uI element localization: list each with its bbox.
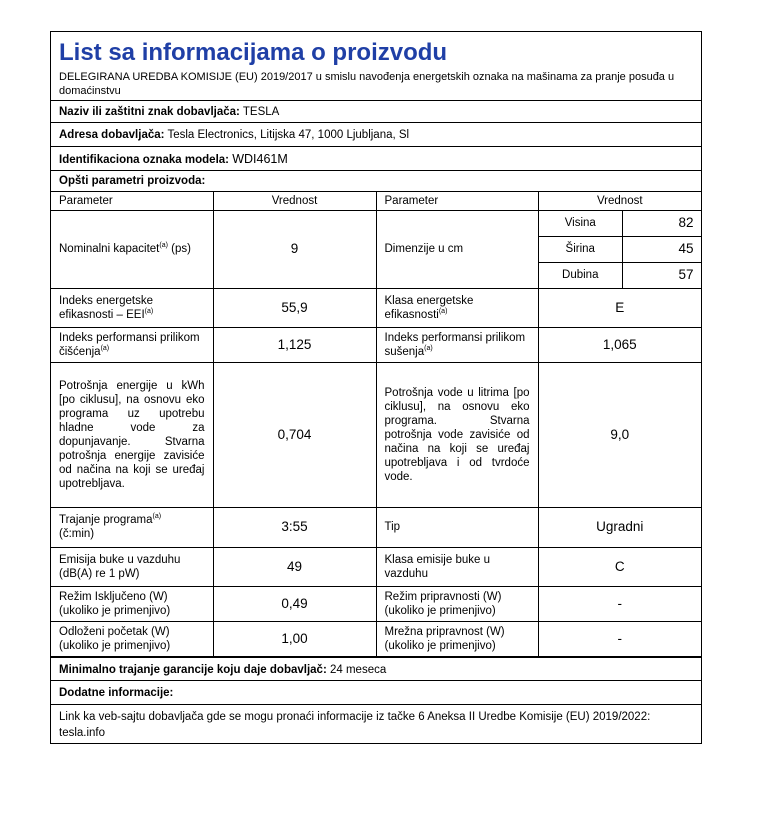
noise-emission-label: Emisija buke u vazduhu (dB(A) re 1 pW) bbox=[51, 547, 213, 586]
table-row bbox=[51, 547, 701, 586]
general-parameters-heading: Opšti parametri proizvoda: bbox=[59, 175, 206, 187]
drying-performance-label: Indeks performansi prilikom sušenja$^{(a)}$ bbox=[376, 327, 538, 362]
drying-performance-value: 1,065 bbox=[538, 327, 701, 362]
network-standby-value: - bbox=[538, 621, 701, 656]
height-value: 82 bbox=[623, 211, 702, 237]
parameters-header-row bbox=[51, 192, 701, 210]
supplier-name-value: TESLA bbox=[242, 106, 280, 118]
noise-class-label: Klasa emisije buke u vazduhu bbox=[376, 547, 538, 586]
table-row bbox=[51, 362, 701, 507]
energy-consumption-label: Potrošnja energije u kWh [po ciklusu], na osnovu eko programa uz upotrebu hladne vode za dopunjavanje. Stvarna potrošnja energije zavisiće od načina na koji se uređaj upotrebljava. bbox=[51, 362, 213, 507]
table-row bbox=[51, 586, 701, 621]
water-consumption-label: Potrošnja vode u litrima [po ciklusu], na osnovu eko programa. Stvarna potrošnja vode zavisiće od načina na koji se uređaj upotrebljava i od tvrdoće vode. bbox=[376, 362, 538, 507]
supplier-link-text: Link ka veb-sajtu dobavljača gde se mogu pronaći informacije iz tačke 6 Aneksa II Uredbe Komisije (EU) 2019/2022: bbox=[59, 710, 651, 723]
regulation-subtitle: DELEGIRANA UREDBA KOMISIJE (EU) 2019/2017 u smislu navođenja energetskih oznaka na mašinama za pranje posuđa u domaćinstvu bbox=[59, 71, 675, 97]
width-value: 45 bbox=[623, 236, 702, 262]
supplier-name-label: Naziv ili zaštitni znak dobavljača: bbox=[59, 106, 240, 118]
delay-start-value: 1,00 bbox=[213, 621, 376, 656]
capacity-value: 9 bbox=[213, 210, 376, 288]
supplier-address-label: Adresa dobavljača: bbox=[59, 129, 165, 141]
param-column-header: Parameter bbox=[376, 192, 538, 210]
noise-emission-value: 49 bbox=[213, 547, 376, 586]
warranty-label: Minimalno trajanje garancije koju daje dobavljač: bbox=[59, 663, 327, 676]
network-standby-label: Mrežna pripravnost (W) (ukoliko je primenjivo) bbox=[376, 621, 538, 656]
dimensions-label: Dimenzije u cm bbox=[376, 210, 538, 288]
standby-label: Režim pripravnosti (W) (ukoliko je primenjivo) bbox=[376, 586, 538, 621]
value-column-header: Vrednost bbox=[538, 192, 701, 210]
table-row bbox=[51, 288, 701, 327]
off-mode-value: 0,49 bbox=[213, 586, 376, 621]
model-id-label: Identifikaciona oznaka modela: bbox=[59, 154, 229, 166]
general-parameters-row bbox=[51, 171, 701, 192]
water-consumption-value: 9,0 bbox=[538, 362, 701, 507]
off-mode-label: Režim Isključeno (W) (ukoliko je primenjivo) bbox=[51, 586, 213, 621]
table-row bbox=[51, 621, 701, 656]
depth-value: 57 bbox=[623, 262, 702, 288]
sheet-title: List sa informacijama o proizvodu bbox=[59, 39, 448, 66]
parameters-table bbox=[51, 192, 701, 657]
energy-class-value: E bbox=[538, 288, 701, 327]
model-id-value: WDI461M bbox=[232, 152, 288, 166]
dimensions-cell bbox=[538, 210, 701, 288]
model-id-row bbox=[51, 147, 701, 171]
energy-consumption-value: 0,704 bbox=[213, 362, 376, 507]
table-row bbox=[539, 236, 702, 262]
product-information-sheet bbox=[50, 31, 702, 744]
value-column-header: Vrednost bbox=[213, 192, 376, 210]
table-row bbox=[51, 327, 701, 362]
eei-value: 55,9 bbox=[213, 288, 376, 327]
supplier-name-row bbox=[51, 101, 701, 123]
supplier-address-row bbox=[51, 123, 701, 147]
width-label: Širina bbox=[539, 236, 623, 262]
capacity-label: Nominalni kapacitet$^{(a)}$ (ps) bbox=[51, 210, 213, 288]
program-duration-value: 3:55 bbox=[213, 507, 376, 547]
standby-value: - bbox=[538, 586, 701, 621]
depth-label: Dubina bbox=[539, 262, 623, 288]
cleaning-performance-value: 1,125 bbox=[213, 327, 376, 362]
supplier-website-link[interactable]: tesla.info bbox=[59, 726, 106, 739]
warranty-row bbox=[51, 657, 701, 681]
table-row bbox=[539, 211, 702, 237]
type-label: Tip bbox=[376, 507, 538, 547]
supplier-address-value: Tesla Electronics, Litijska 47, 1000 Ljubljana, Sl bbox=[167, 129, 410, 141]
noise-class-value: C bbox=[538, 547, 701, 586]
table-row bbox=[51, 210, 701, 288]
table-row bbox=[539, 262, 702, 288]
delay-start-label: Odloženi početak (W) (ukoliko je primenjivo) bbox=[51, 621, 213, 656]
energy-class-label: Klasa energetske efikasnosti$^{(a)}$ bbox=[376, 288, 538, 327]
param-column-header: Parameter bbox=[51, 192, 213, 210]
sheet-header bbox=[51, 32, 701, 101]
cleaning-performance-label: Indeks performansi prilikom čišćenja$^{(a)}$ bbox=[51, 327, 213, 362]
warranty-value: 24 meseca bbox=[329, 663, 387, 676]
program-duration-label: Trajanje programa$^{(a)}$ (č:min) bbox=[51, 507, 213, 547]
additional-info-row bbox=[51, 681, 701, 705]
supplier-link-row bbox=[51, 705, 701, 743]
additional-info-label: Dodatne informacije: bbox=[59, 686, 174, 699]
eei-label: Indeks energetske efikasnosti – EEI$^{(a)}$ bbox=[51, 288, 213, 327]
height-label: Visina bbox=[539, 211, 623, 237]
table-row bbox=[51, 507, 701, 547]
type-value: Ugradni bbox=[538, 507, 701, 547]
dimensions-table bbox=[539, 211, 702, 288]
